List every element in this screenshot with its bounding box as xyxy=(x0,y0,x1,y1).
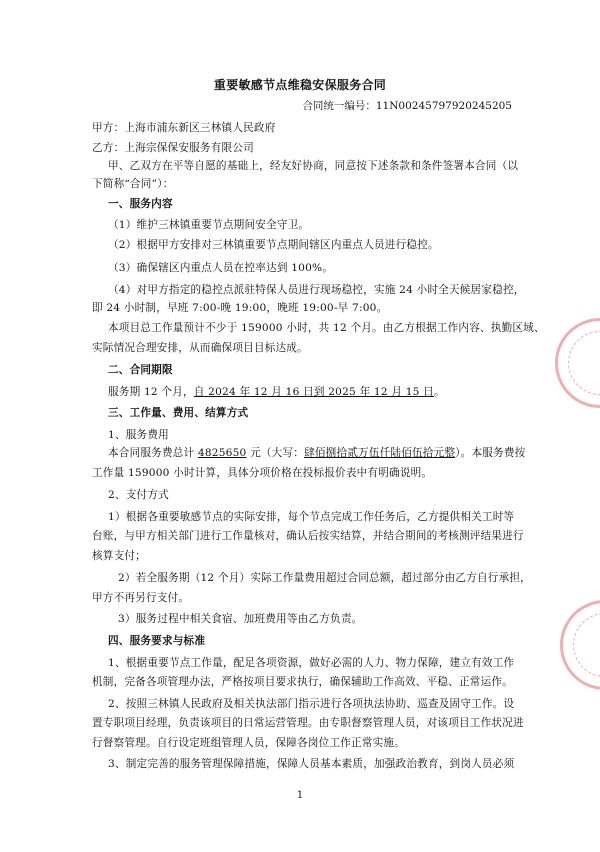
section-4-item-1a: 1、根据重要节点工作量，配足各项资源，做好必需的人力、物力保障，建立有效工作 xyxy=(108,657,515,669)
intro-line-2: 下简称“合同”）： xyxy=(92,178,174,190)
fee-amount: 4825650 xyxy=(197,447,247,459)
page-number: 1 xyxy=(296,790,304,801)
section-3-sub-1: 1、服务费用 xyxy=(108,429,169,441)
fee-caps-label: 元（大写： xyxy=(246,447,305,459)
section-1-item-1: （1）维护三林镇重要节点期间安全守卫。 xyxy=(108,219,310,231)
section-1-item-2: （2）根据甲方安排对三林镇重要节点期间辖区内重点人员进行稳控。 xyxy=(108,239,439,251)
term-dates: 自 2024 年 12 月 16 日到 2025 年 12 月 15 日 xyxy=(193,386,434,398)
section-1-item-5b: 实际情况合理安排，从而确保项目目标达成。 xyxy=(92,342,308,354)
payment-3: 3）服务过程中相关食宿、加班费用等由乙方负责。 xyxy=(118,613,363,625)
intro-line-1: 甲、乙双方在平等自愿的基础上，经友好协商，同意按下述条款和条件签署本合同（以 xyxy=(108,160,519,172)
section-1-item-4b: 即 24 小时制，早班 7:00-晚 19:00，晚班 19:00-早 7:00。 xyxy=(92,302,388,314)
section-1-heading: 一、服务内容 xyxy=(108,198,173,210)
document-title: 重要敏感节点维稳安保服务合同 xyxy=(213,78,387,92)
section-4-item-2a: 2、按照三林镇人民政府及相关执法部门指示进行各项执法协助、巡查及固守工作。设 xyxy=(108,698,515,710)
fee-amount-caps: 肆佰捌拾贰万伍仟陆佰伍拾元整 xyxy=(304,447,456,459)
fee-suffix: ）。本服务费按 xyxy=(455,447,526,459)
section-4-item-2b: 置专职项目经理，负责该项目的日常运营管理。由专职督察管理人员，对该项目工作状况进 xyxy=(92,717,524,729)
company-seal-stamp-2 xyxy=(560,600,600,690)
section-4-item-1b: 机制，完备各项管理办法，严格按项目要求执行，确保辅助工作高效、平稳、正常运作。 xyxy=(92,676,513,688)
payment-2-line-2: 甲方不再另行支付。 xyxy=(92,592,190,604)
party-b: 乙方：上海宗保保安服务有限公司 xyxy=(92,142,254,154)
section-3-sub-2: 2、支付方式 xyxy=(108,489,169,501)
section-1-item-5a: 本项目总工作量预计不少于 159000 小时，共 12 个月。由乙方根据工作内容、执勤区域、 xyxy=(108,322,545,334)
section-2-heading: 二、合同期限 xyxy=(108,364,173,376)
payment-2-line-1: 2）若全服务期（12 个月）实际工作量费用超过合同总额，超过部分由乙方自行承担， xyxy=(118,572,531,584)
company-seal-stamp xyxy=(555,318,600,408)
section-3-fee-line xyxy=(108,446,538,460)
section-2-term xyxy=(108,385,538,399)
section-4-item-3: 3、制定完善的服务管理保障措施，保障人员基本素质，加强政治教育，到岗人员必须 xyxy=(108,758,515,770)
section-1-item-4a: （4）对甲方指定的稳控点派驻特保人员进行现场稳控，实施 24 小时全天候居家稳控， xyxy=(108,284,525,296)
term-prefix: 服务期 12 个月， xyxy=(108,386,194,398)
section-4-heading: 四、服务要求与标准 xyxy=(108,635,206,647)
fee-prefix: 本合同服务费总计 xyxy=(108,447,198,459)
contract-number: 合同统一编号：11N00245797920245205 xyxy=(302,100,512,112)
payment-1-line-1: 1）根据各重要敏感节点的实际安排，每个节点完成工作任务后，乙方提供相关工时等 xyxy=(108,511,515,523)
section-3-fee-line-2: 工作量 159000 小时计算，具体分项价格在投标报价表中有明确说明。 xyxy=(92,467,433,479)
payment-1-line-3: 核算支付； xyxy=(92,550,146,562)
section-1-item-3: （3）确保辖区内重点人员在控率达到 100%。 xyxy=(108,262,334,274)
term-suffix: 。 xyxy=(433,386,445,398)
section-4-item-2c: 行督察管理。自行设定班组管理人员，保障各岗位工作正常实施。 xyxy=(92,737,406,749)
payment-1-line-2: 台账，与甲方相关部门进行工作量核对，确认后按实结算，并结合期间的考核测评结果进行 xyxy=(92,530,524,542)
section-3-heading: 三、工作量、费用、结算方式 xyxy=(108,407,249,419)
party-a: 甲方：上海市浦东新区三林镇人民政府 xyxy=(92,122,276,134)
